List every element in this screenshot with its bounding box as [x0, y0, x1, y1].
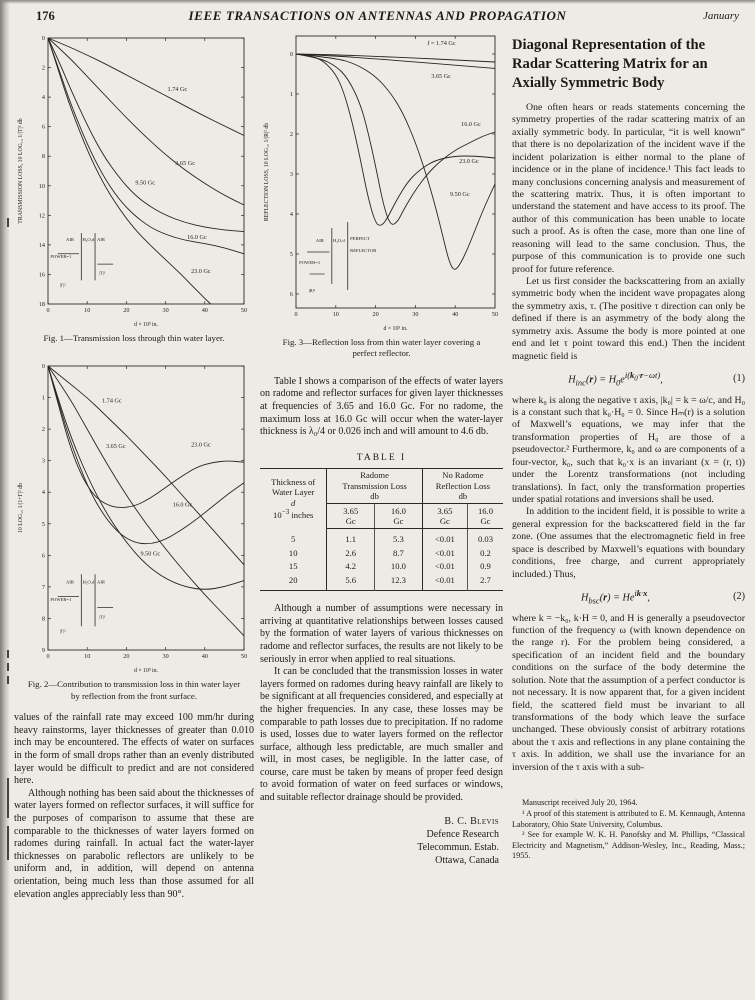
x-tick-label: 10 — [84, 307, 91, 314]
y-tick-label: 1 — [289, 91, 293, 98]
curve-16.0 Gc — [296, 54, 495, 224]
table-row — [260, 546, 503, 559]
y-tick-label: 4 — [289, 211, 293, 218]
y-tick-label: 18 — [38, 301, 45, 308]
x-axis-label: d × 10³ in. — [383, 326, 408, 332]
x-tick-label: 30 — [412, 311, 419, 318]
table-cell: 10 — [288, 547, 298, 558]
inset-label: |Γ|² — [59, 629, 66, 635]
y-tick-label: 7 — [41, 584, 45, 592]
scan-edge-top — [0, 0, 755, 4]
author-signature — [260, 815, 503, 868]
inset-label: H₂O,d — [333, 238, 345, 243]
article-body — [512, 102, 745, 774]
y-tick-label: 2 — [289, 131, 293, 138]
curve-9.50 Gc — [48, 38, 244, 232]
table-body — [260, 529, 503, 591]
x-tick-label: 50 — [240, 653, 248, 661]
page-header — [0, 8, 755, 28]
inset-label: POWER=1 — [50, 597, 72, 603]
table-cell: 15 — [288, 561, 298, 572]
inset-label: POWER=1 — [50, 254, 72, 260]
inset-label: |T|² — [98, 270, 105, 276]
table-cell: <0.01 — [422, 529, 467, 546]
table-cell: 4.2 — [327, 560, 375, 573]
paragraph: where k = −k₀, k·H = 0, and H is generally a pseudovector function of the frequency ω (with known dependence on the range r). For the problem being considered, a specification of an incident field and the boundary conditions on the surface of the body determine the solution. Note that the assumption of a perfect conductor is not necessary. It is now apparent that, for a given incident field, the scattered field must be invariant to all transformations of the body which leave the surface unchanged. These obviously consist of arbitrary rotations about the τ axis and reflections in any plane containing the τ axis. In addition, we shall use the invariance for an inversion of the τ axis with a sub- — [512, 612, 745, 773]
footnote: ² See for example W. K. H. Panofsky and M. Phillips, “Classical Electricity and Magnetism,” Addison-Wesley, Inc., Reading, Mass.; 1955. — [512, 830, 745, 861]
x-tick-label: 20 — [123, 653, 130, 661]
paragraph: where k₀ is along the negative τ axis, |k₀| = k = ω/c, and H₀ is a constant such that k₀·H₀ = 0. Since Hₘ(r) is a solution of Maxwell’s equations, we may infer that the transformation properties of H₀ are those of a pseudovector.² Furthermore, k₀ and ω are components of a four-vector, k₀, such that k₀·x is an invariant (x = (r, t)) under the Lorentz transformations (not including translations). In fact, only the transformation properties under spatial rotations and inversions shall be used. — [512, 394, 745, 506]
inset-label: PERFECT — [350, 236, 370, 241]
x-tick-label: 0 — [46, 307, 50, 314]
inset-label: |R|² — [308, 288, 316, 293]
y-axis-label: REFLECTION LOSS, 10 LOG₁₀ 1/|R|² db — [264, 122, 270, 222]
inset-label: H₂O,d — [82, 580, 95, 586]
curve-label: 23.0 Gc — [191, 441, 211, 449]
y-tick-label: 4 — [41, 489, 45, 497]
table-cell: 2.6 — [327, 546, 375, 559]
y-tick-label: 6 — [289, 291, 293, 298]
inset-label: AIR — [97, 237, 105, 243]
curve-label: 1.74 Gc — [167, 86, 188, 94]
inset-label: |T|² — [98, 614, 105, 620]
x-tick-label: 0 — [294, 311, 298, 318]
paragraph: In addition to the incident field, it is possible to write a general expression for the backscattered field in the far zone. (One assumes that the electromagnetic field in free space is described by Maxwell’s equations with boundary conditions, free charge, and current appropriately included.) Thus, — [512, 506, 745, 580]
y-tick-label: 6 — [41, 552, 45, 560]
middle-column-conclusions — [260, 603, 503, 805]
equation-2 — [512, 588, 745, 605]
footnote: ¹ A proof of this statement is attributed to E. M. Kennaugh, Antenna Laboratory, Ohio State University, Columbus. — [512, 808, 745, 829]
paragraph: Table I shows a comparison of the effects of water layers on radome and reflector surfaces for given layer thicknesses at frequencies of 3.65 and 16.0 Gc. For no radome, the maximum loss at 16.0 Gc will occur when the water-layer thickness is λ₀/4 or 0.026 inch and will amount to 4.6 db. — [260, 375, 503, 438]
curve-label: 16.0 Gc — [461, 121, 481, 128]
equation-1-body: $H_{inc}(r) = H_0e^{i(k_0\cdot r-\omega t)}$, — [568, 370, 663, 388]
table-cell: 8.7 — [375, 546, 423, 559]
curve-label: 9.50 Gc — [135, 179, 156, 187]
table-cell: 0.03 — [467, 529, 503, 546]
table-header-cell: 16.0 Gc — [375, 504, 423, 529]
table-cell: 5 — [291, 533, 296, 544]
fig1-chart — [14, 30, 254, 330]
curve-label: 23.0 Gc — [459, 157, 479, 165]
x-tick-label: 20 — [372, 311, 379, 318]
plot-frame — [48, 366, 244, 650]
scan-artifact — [7, 663, 9, 671]
left-column — [14, 30, 254, 901]
table-cell: 0.2 — [467, 546, 503, 559]
inset-label: AIR — [66, 580, 74, 586]
plot-frame — [296, 36, 495, 308]
author-affiliation-line: Ottawa, Canada — [435, 855, 499, 867]
table-1 — [260, 468, 503, 591]
x-tick-label: 40 — [452, 311, 459, 318]
inset-label: REFLECTOR — [350, 248, 377, 253]
equation-2-body: $H_{bsc}(r) = He^{ik\cdot x}$, — [581, 588, 650, 606]
fig1-caption: Fig. 1—Transmission loss through thin water layer. — [43, 333, 225, 343]
y-tick-label: 0 — [41, 363, 45, 371]
table-cell: 10.0 — [375, 560, 423, 573]
author-affiliation-line: Telecommun. Estab. — [417, 842, 499, 854]
inset-label: AIR — [97, 580, 105, 586]
x-tick-label: 50 — [240, 307, 248, 314]
table-cell: 1.1 — [327, 529, 375, 546]
paragraph: Although nothing has been said about the thicknesses of water layers formed on reflector surfaces, it will suffice for the purposes of comparison to assume that these are comparable to the thicknesses of water layers formed on radomes during rainfall. In actual fact the water-layer thicknesses on parabolic reflectors are unlikely to be uniform and, in addition, will depend on antenna orientation, being much less than those assumed for all elevation angles appreciably less than 90°. — [14, 787, 254, 900]
y-tick-label: 3 — [41, 458, 45, 466]
x-tick-label: 30 — [162, 307, 169, 314]
middle-column — [260, 26, 503, 867]
footnotes — [512, 798, 745, 862]
x-tick-label: 20 — [123, 307, 130, 314]
fig3-caption: Fig. 3—Reflection loss from thin water layer covering a perfect reflector. — [282, 337, 481, 359]
y-tick-label: 3 — [289, 171, 293, 178]
paragraph: One often hears or reads statements concerning the symmetry properties of the radar scattering matrix of an axially symmetric body. In particular, “it is well known” that there is no depolarization of the incident wave if the incident polarization is either normal to the plane of incidence or in the plane of incidence.¹ This fact leads to many conclusions concerning analysis and measurement of the scattering matrix. Thus, it is often important to understand the statement and have access to its proof. The author of this communication has been unable to locate such a proof. As is often the case, more than one line of reasoning will lead to the same conclusion. Thus, the purpose of this communication is to provide one such proof for future reference. — [512, 101, 745, 275]
fig2-caption: Fig. 2—Contribution to transmission loss in thin water layer by reflection from the front surface. — [27, 679, 241, 701]
curve-label: 1.74 Gc — [102, 397, 122, 405]
right-column — [512, 36, 745, 862]
fig3-chart — [260, 26, 503, 334]
curve-16.0 Gc — [48, 38, 244, 254]
y-tick-label: 2 — [41, 426, 45, 434]
curve-label: f = 1.74 Gc — [427, 40, 456, 48]
y-axis-label: TRANSMISSION LOSS, 10 LOG₁₀ 1/|T|² db — [18, 118, 24, 224]
y-tick-label: 5 — [41, 521, 45, 529]
y-tick-label: 1 — [41, 394, 45, 402]
table-header — [260, 468, 503, 528]
issue-label: January — [702, 10, 739, 22]
y-axis-label: 10 LOG₁₀ 1/|1+Γ|² db — [18, 483, 24, 534]
curve-label: 16.0 Gc — [187, 233, 207, 241]
figure-1 — [14, 30, 254, 344]
y-tick-label: 9 — [41, 647, 45, 655]
table-row — [260, 529, 503, 546]
inset-label: AIR — [66, 237, 74, 243]
x-tick-label: 10 — [84, 653, 91, 661]
table-row — [260, 573, 503, 590]
article-title: Diagonal Representation of the Radar Scattering Matrix for an Axially Symmetric Body — [512, 37, 708, 91]
table-cell: 5.6 — [327, 573, 375, 590]
paragraph: Let us first consider the backscattering from an axially symmetric body when the incident wave propagates along the symmetry axis, τ. (The positive τ direction can only be defined if there is an asymmetry of the body along the symmetry axis. Assume the body is more pointed at one end and let τ point toward this end.) Then the incident magnetic field is — [512, 276, 745, 362]
table-row — [260, 560, 503, 573]
y-tick-label: 0 — [289, 51, 293, 58]
x-tick-label: 10 — [332, 311, 339, 318]
table-cell: <0.01 — [422, 573, 467, 590]
middle-column-text — [260, 376, 503, 439]
scan-artifact — [7, 650, 9, 658]
equation-1-number: (1) — [733, 373, 745, 385]
curve-label: 3.65 Gc — [431, 73, 451, 80]
scan-artifact — [7, 676, 9, 684]
curve-label: 16.0 Gc — [172, 501, 193, 509]
y-tick-label: 0 — [41, 35, 45, 42]
table-header-cell: Thickness of Water Layer d $10^{-3}$ inches — [271, 476, 316, 521]
y-tick-label: 6 — [41, 123, 45, 131]
x-tick-label: 0 — [46, 653, 50, 661]
inset-label: |Γ|² — [59, 282, 66, 288]
paragraph: values of the rainfall rate may exceed 100 mm/hr during heavy rainstorms, layer thicknesses of greater than 0.010 inch may be encountered. The effects of water on surfaces in the form of small drops rather than an evenly distributed layer would be difficult to predict and are not considered here. — [14, 712, 254, 787]
y-tick-label: 8 — [41, 615, 45, 623]
inset-label: POWER=1 — [299, 260, 321, 265]
curve-label: 3.65 Gc — [175, 160, 195, 168]
table-cell: 2.7 — [467, 573, 503, 590]
curve-label: 9.50 Gc — [140, 550, 161, 558]
table-cell: <0.01 — [422, 560, 467, 573]
paragraph: Although a number of assumptions were necessary in arriving at quantitative relationships between losses caused by the formation of water layers of various thicknesses on radome and reflector surfaces, the results are not likely to be seriously in error when applied to real situations. — [260, 603, 503, 665]
figure-2 — [14, 358, 254, 702]
curve-label: 23.0 Gc — [191, 267, 211, 275]
curve-16.0 Gc — [48, 366, 244, 544]
table-header-cell: 16.0 Gc — [467, 504, 503, 529]
x-tick-label: 50 — [491, 311, 499, 318]
curve-label: 3.65 Gc — [106, 443, 126, 451]
left-column-text — [14, 712, 254, 901]
inset-label: H₂O,d — [82, 237, 95, 243]
paragraph: It can be concluded that the transmission losses in water layers formed on radomes during heavy rainfall are likely to be significant at all frequencies considered, and especially at the higher frequencies. In any case, these losses may be comparable to path losses due to precipitation. If no radome is used, losses due to water layers formed on the reflector surface, although less predictable, are much smaller and will, in most cases, be negligible. In the latter case, of course, care must be taken by means of proper feed design to avoid formation of water on feed surfaces or windows, and suitable reflector drainage should be provided. — [260, 666, 503, 804]
inset-label: AIR — [315, 238, 324, 243]
fig2-chart — [14, 358, 254, 676]
plot-frame — [48, 38, 244, 304]
table-header-cell: Radome Transmission Loss db — [327, 468, 422, 503]
curve-label: 9.50 Gc — [450, 191, 470, 198]
scan-artifact — [7, 218, 9, 227]
footnote: Manuscript received July 20, 1964. — [522, 798, 638, 808]
scan-artifact — [7, 826, 9, 860]
equation-2-number: (2) — [733, 591, 745, 603]
y-tick-label: 12 — [38, 212, 45, 220]
author-affiliation-line: Defence Research — [426, 828, 499, 840]
table-cell: 12.3 — [375, 573, 423, 590]
scan-artifact — [7, 778, 9, 818]
x-tick-label: 40 — [201, 307, 208, 314]
y-tick-label: 14 — [38, 241, 45, 249]
equation-1 — [512, 370, 745, 387]
x-axis-label: d × 10³ in. — [133, 668, 159, 675]
table-header-cell: 3.65 Gc — [422, 504, 467, 529]
author-name: B. C. Blevis — [444, 815, 499, 827]
y-tick-label: 16 — [38, 271, 45, 279]
y-tick-label: 5 — [289, 251, 293, 258]
x-axis-label: d × 10³ in. — [133, 322, 159, 328]
figure-3 — [260, 26, 503, 360]
journal-title: IEEE TRANSACTIONS ON ANTENNAS AND PROPAGATION — [188, 8, 567, 23]
table-cell: 5.3 — [375, 529, 423, 546]
table-title: TABLE I — [356, 452, 407, 463]
page-number: 176 — [36, 9, 55, 23]
y-tick-label: 4 — [41, 94, 45, 102]
y-tick-label: 2 — [41, 64, 45, 72]
table-cell: 20 — [288, 574, 298, 585]
table-header-cell: No Radome Reflection Loss db — [422, 468, 503, 503]
y-tick-label: 10 — [38, 182, 45, 190]
table-cell: 0.9 — [467, 560, 503, 573]
table-header-cell: 3.65 Gc — [327, 504, 375, 529]
curve-23.0 Gc — [48, 366, 244, 507]
x-tick-label: 30 — [162, 653, 169, 661]
x-tick-label: 40 — [201, 653, 208, 661]
table-cell: <0.01 — [422, 546, 467, 559]
curve-23.0 Gc — [296, 54, 495, 225]
y-tick-label: 8 — [41, 153, 45, 161]
